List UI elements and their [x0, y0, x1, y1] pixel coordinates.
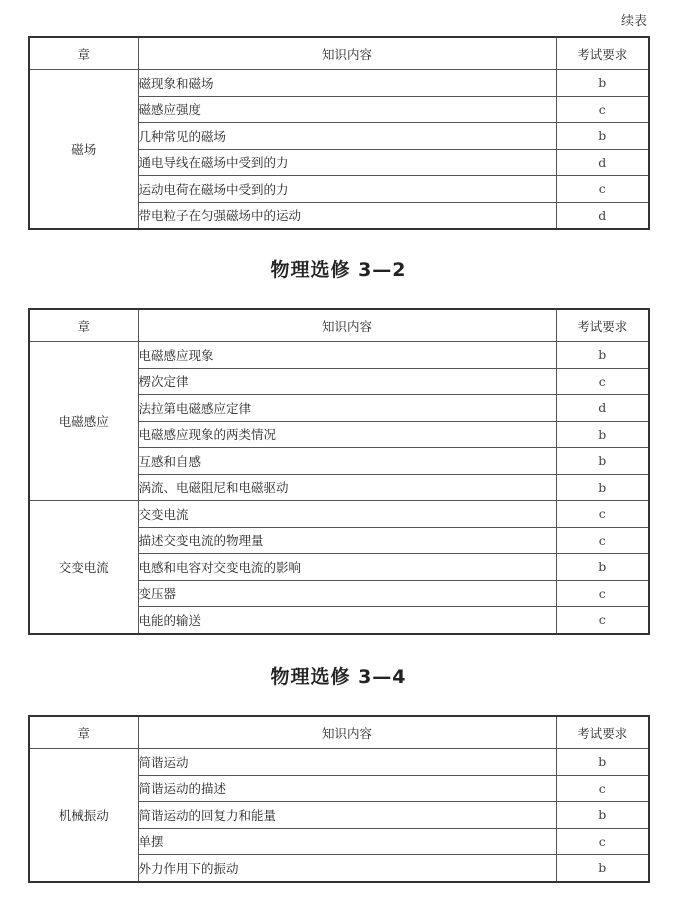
- table-row: [29, 342, 649, 369]
- table-header-row: [29, 309, 649, 342]
- topic-cell: 涡流、电磁阻尼和电磁驱动: [138, 474, 556, 501]
- topic-cell: 简谐运动: [138, 749, 556, 776]
- level-cell: b: [556, 554, 649, 581]
- topic-cell: 互感和自感: [138, 448, 556, 475]
- topic-cell: 交变电流: [138, 501, 556, 528]
- topic-cell: 简谐运动的回复力和能量: [138, 802, 556, 829]
- topic-cell: 简谐运动的描述: [138, 775, 556, 802]
- topic-cell: 变压器: [138, 580, 556, 607]
- header-chapter: 章: [29, 309, 138, 342]
- level-cell: d: [556, 202, 649, 229]
- topic-cell: 电磁感应现象的两类情况: [138, 421, 556, 448]
- topic-cell: 描述交变电流的物理量: [138, 527, 556, 554]
- topic-cell: 运动电荷在磁场中受到的力: [138, 176, 556, 203]
- topic-cell: 磁感应强度: [138, 96, 556, 123]
- topic-cell: 法拉第电磁感应定律: [138, 395, 556, 422]
- header-content: 知识内容: [138, 309, 556, 342]
- header-requirement: 考试要求: [556, 309, 649, 342]
- level-cell: c: [556, 527, 649, 554]
- chapter-cell: 机械振动: [29, 749, 138, 882]
- level-cell: b: [556, 448, 649, 475]
- level-cell: b: [556, 123, 649, 150]
- level-cell: b: [556, 802, 649, 829]
- topic-cell: 电磁感应现象: [138, 342, 556, 369]
- section-title-elective-3-4: 物理选修 3—4: [270, 666, 407, 688]
- level-cell: b: [556, 749, 649, 776]
- chapter-cell: 磁场: [29, 70, 138, 230]
- level-cell: c: [556, 775, 649, 802]
- topic-cell: 楞次定律: [138, 368, 556, 395]
- topic-cell: 单摆: [138, 828, 556, 855]
- table-row: [29, 749, 649, 776]
- level-cell: b: [556, 70, 649, 97]
- requirements-table-magnetism: [28, 36, 650, 230]
- level-cell: c: [556, 607, 649, 634]
- topic-cell: 电能的输送: [138, 607, 556, 634]
- requirements-table-elective-3-2: [28, 308, 650, 635]
- chapter-cell: 交变电流: [29, 501, 138, 634]
- table-header-row: [29, 716, 649, 749]
- level-cell: c: [556, 368, 649, 395]
- table-row: [29, 70, 649, 97]
- level-cell: c: [556, 580, 649, 607]
- topic-cell: 带电粒子在匀强磁场中的运动: [138, 202, 556, 229]
- continued-table-label: 续表: [620, 14, 647, 29]
- level-cell: d: [556, 149, 649, 176]
- section-title-elective-3-2: 物理选修 3—2: [270, 259, 407, 281]
- topic-cell: 通电导线在磁场中受到的力: [138, 149, 556, 176]
- header-chapter: 章: [29, 716, 138, 749]
- header-content: 知识内容: [138, 716, 556, 749]
- table-header-row: [29, 37, 649, 70]
- topic-cell: 电感和电容对交变电流的影响: [138, 554, 556, 581]
- level-cell: b: [556, 421, 649, 448]
- topic-cell: 外力作用下的振动: [138, 855, 556, 882]
- header-requirement: 考试要求: [556, 37, 649, 70]
- header-requirement: 考试要求: [556, 716, 649, 749]
- level-cell: b: [556, 855, 649, 882]
- level-cell: c: [556, 176, 649, 203]
- header-content: 知识内容: [138, 37, 556, 70]
- level-cell: d: [556, 395, 649, 422]
- table-row: [29, 501, 649, 528]
- topic-cell: 几种常见的磁场: [138, 123, 556, 150]
- level-cell: c: [556, 96, 649, 123]
- level-cell: b: [556, 474, 649, 501]
- requirements-table-elective-3-4: [28, 715, 650, 883]
- chapter-cell: 电磁感应: [29, 342, 138, 501]
- header-chapter: 章: [29, 37, 138, 70]
- topic-cell: 磁现象和磁场: [138, 70, 556, 97]
- level-cell: c: [556, 501, 649, 528]
- level-cell: b: [556, 342, 649, 369]
- level-cell: c: [556, 828, 649, 855]
